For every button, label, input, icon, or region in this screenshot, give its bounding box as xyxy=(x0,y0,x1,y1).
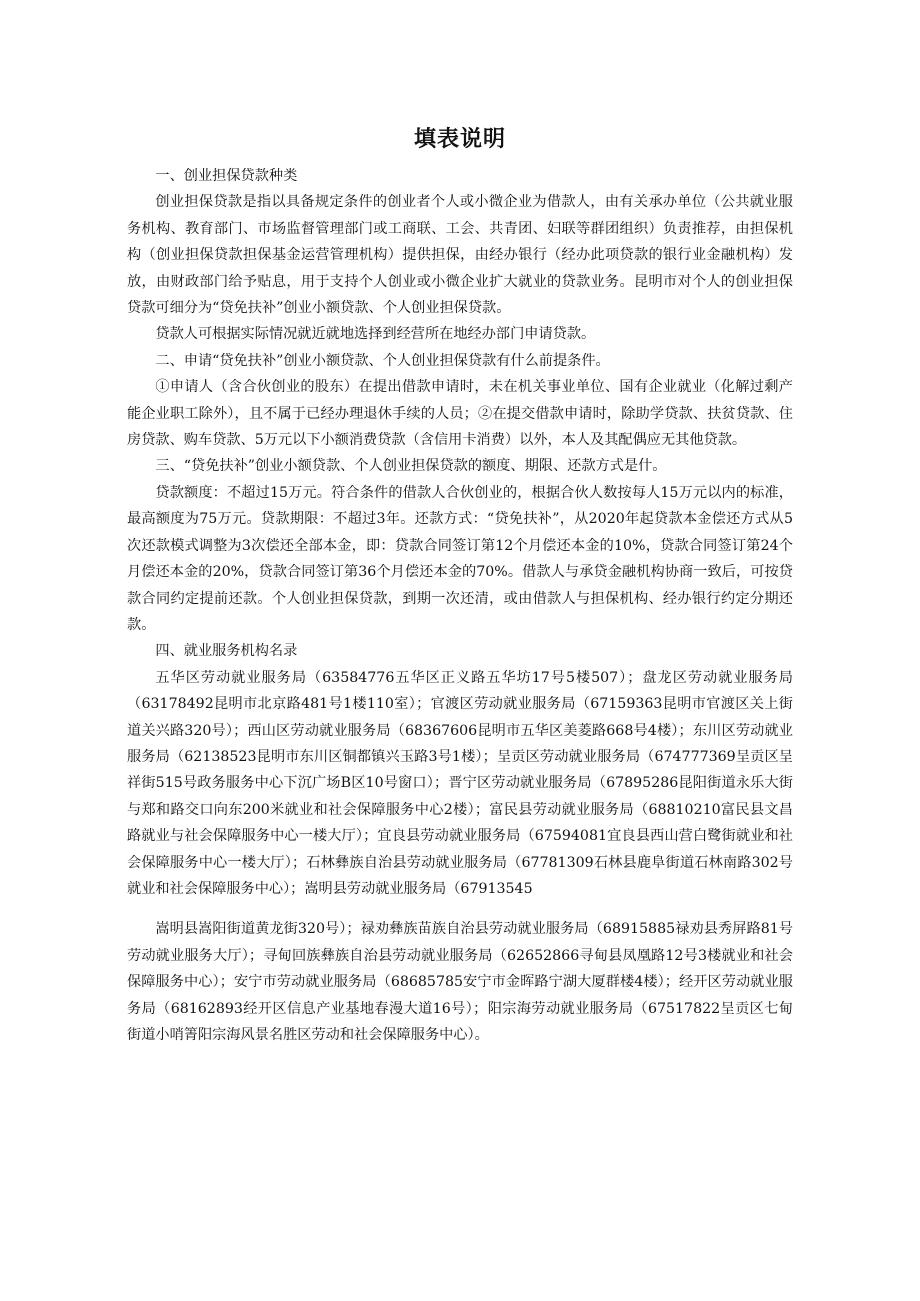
paragraph-prerequisites: ①申请人（含合伙创业的股东）在提出借款申请时，未在机关事业单位、国有企业就业（化解过剩产能企业职工除外），且不属于已经办理退休手续的人员；②在提交借款申请时，除助学贷款、扶贫贷款、住房贷款、购车贷款、5万元以下小额消费贷款（含信用卡消费）以外，本人及其配偶应无其他贷款。 xyxy=(127,379,793,449)
paragraph-loan-application-location: 贷款人可根据实际情况就近就地选择到经营所在地经办部门申请贷款。 xyxy=(155,326,596,343)
paragraph-service-directory-part1: 五华区劳动就业服务局（63584776五华区正义路五华坊17号5楼507）；盘龙区劳动就业服务局（63178492昆明市北京路481号1楼110室）；官渡区劳动就业服务局（67159363昆明市官渡区关上街道关兴路320号）；西山区劳动就业服务局（68367606昆明市五华区美菱路668号4楼）；东川区劳动就业服务局（62138523昆明市东川区铜都镇兴玉路3号1楼）；呈贡区劳动就业服务局（674777369呈贡区呈祥街515号政务服务中心下沉广场B区10号窗口）；晋宁区劳动就业服务局（67895286昆阳街道永乐大街与郑和路交口向东200米就业和社会保障服务中心2楼）；富民县劳动就业服务局（68810210富民县文昌路就业与社会保障服务中心一楼大厅）；宜良县劳动就业服务局（67594081宜良县西山营白鹭街就业和社会保障服务中心一楼大厅）；石林彝族自治县劳动就业服务局（67781309石林县鹿阜街道石林南路302号就业和社会保障服务中心）；嵩明县劳动就业服务局（67913545 xyxy=(127,669,793,897)
section-heading-service-directory: 四、就业服务机构名录 xyxy=(155,643,298,660)
page-title: 填表说明 xyxy=(413,126,506,152)
paragraph-service-directory-part2: 嵩明县嵩阳街道黄龙街320号）；禄劝彝族苗族自治县劳动就业服务局（68915885禄劝县秀屏路81号劳动就业服务大厅）；寻甸回族彝族自治县劳动就业服务局（62652866寻甸县凤凰路12号3楼就业和社会保障服务中心）；安宁市劳动就业服务局（68685785安宁市金晖路宁湖大厦群楼4楼）；经开区劳动就业服务局（68162893经开区信息产业基地春漫大道16号）；阳宗海劳动就业服务局（67517822呈贡区七甸街道小哨箐阳宗海风景名胜区劳动和社会保障服务中心）。 xyxy=(127,921,793,1043)
section-heading-amount-term-repayment: 三、“贷免扶补”创业小额贷款、个人创业担保贷款的额度、期限、还款方式是什。 xyxy=(155,458,667,475)
section-heading-loan-types: 一、创业担保贷款种类 xyxy=(155,168,298,184)
document-body xyxy=(127,163,793,1048)
paragraph-loan-definition: 创业担保贷款是指以具备规定条件的创业者个人或小微企业为借款人，由有关承办单位（公共就业服务机构、教育部门、市场监督管理部门或工商联、工会、共青团、妇联等群团组织）负责推荐，由担保机构（创业担保贷款担保基金运营管理机构）提供担保，由经办银行（经办此项贷款的银行业金融机构）发放，由财政部门给予贴息，用于支持个人创业或小微企业扩大就业的贷款业务。昆明市对个人的创业担保贷款可细分为“贷免扶补”创业小额贷款、个人创业担保贷款。 xyxy=(127,194,793,317)
paragraph-amount-term-repayment: 贷款额度：不超过15万元。符合条件的借款人合伙创业的，根据合伙人数按每人15万元以内的标准，最高额度为75万元。贷款期限：不超过3年。还款方式：“贷免扶补”，从2020年起贷款本金偿还方式从5次还款模式调整为3次偿还全部本金，即：贷款合同签订第12个月偿还本金的10%，贷款合同签订第24个月偿还本金的20%，贷款合同签订第36个月偿还本金的70%。借款人与承贷金融机构协商一致后，可按贷款合同约定提前还款。个人创业担保贷款，到期一次还清，或由借款人与担保机构、经办银行约定分期还款。 xyxy=(127,484,793,633)
section-heading-prerequisites: 二、申请“贷免扶补”创业小额贷款、个人创业担保贷款有什么前提条件。 xyxy=(155,352,610,369)
